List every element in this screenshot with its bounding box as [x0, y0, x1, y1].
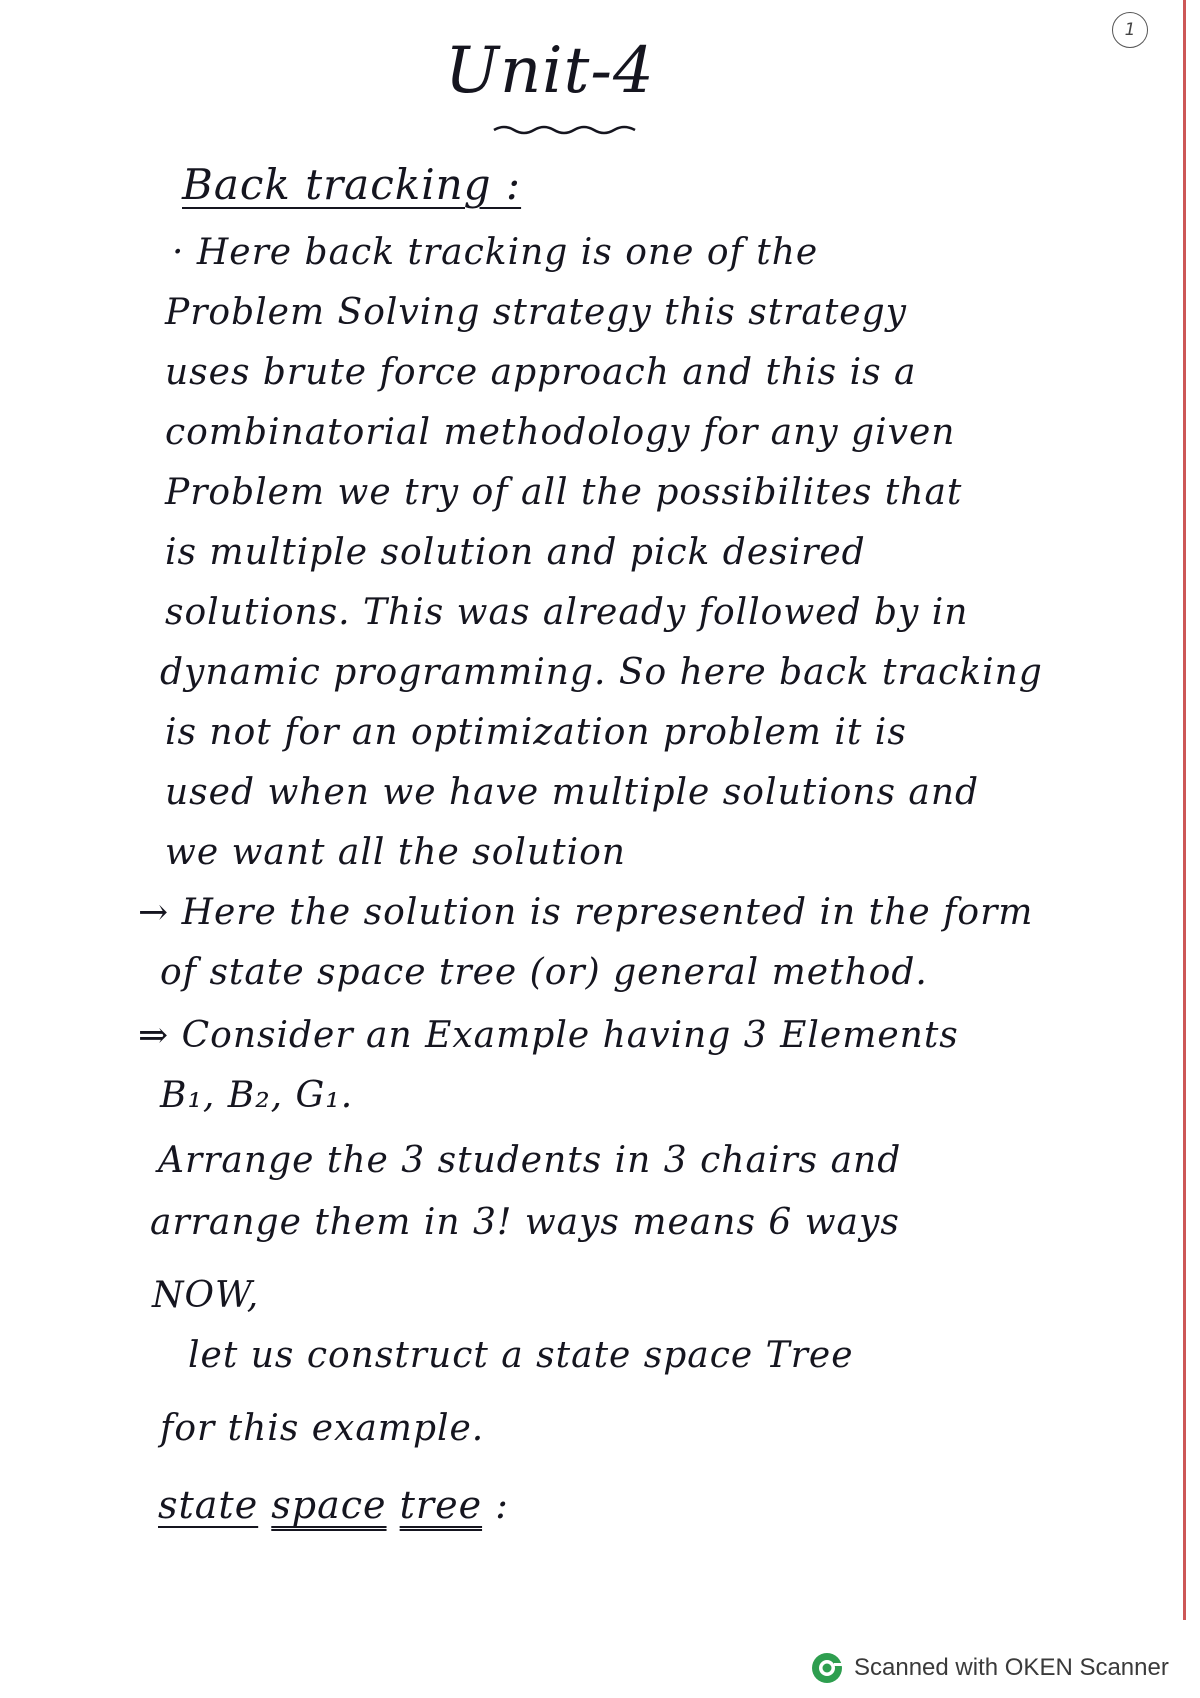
body-line-19: let us construct a state space Tree — [188, 1335, 854, 1376]
body-line-3: uses brute force approach and this is a — [165, 352, 917, 393]
body-line-15: B₁, B₂, G₁. — [160, 1075, 354, 1116]
page-number: 1 — [1112, 12, 1148, 48]
body-line-10: used when we have multiple solutions and — [165, 772, 980, 813]
body-line-7: solutions. This was already followed by in — [165, 592, 969, 633]
body-line-4: combinatorial methodology for any given — [165, 412, 956, 453]
subheading — [158, 1483, 509, 1527]
body-line-13: of state space tree (or) general method. — [160, 952, 928, 993]
body-line-14: ⇒ Consider an Example having 3 Elements — [138, 1015, 959, 1056]
section-heading — [182, 160, 521, 209]
body-line-16: Arrange the 3 students in 3 chairs and — [158, 1140, 902, 1181]
body-line-11: we want all the solution — [165, 832, 626, 873]
subheading-word-1: state — [158, 1483, 259, 1527]
oken-scanner-logo-icon — [810, 1651, 844, 1685]
page-title: Unit-4 — [445, 34, 655, 108]
subheading-word-2: space — [271, 1483, 387, 1527]
scanner-watermark-text: Scanned with OKEN Scanner — [854, 1654, 1169, 1681]
body-line-6: is multiple solution and pick desired — [165, 532, 866, 573]
body-line-8: dynamic programming. So here back tracking — [160, 652, 1043, 693]
scanner-watermark — [810, 1650, 1169, 1686]
body-line-5: Problem we try of all the possibilites that — [165, 472, 963, 513]
body-line-1: · Here back tracking is one of the — [172, 232, 819, 273]
subheading-word-3: tree — [399, 1483, 483, 1527]
margin-rule-line — [1183, 0, 1186, 1620]
body-line-9: is not for an optimization problem it is — [165, 712, 907, 753]
subheading-colon: : — [495, 1483, 509, 1527]
body-line-17: arrange them in 3! ways means 6 ways — [150, 1202, 900, 1243]
body-line-12: → Here the solution is represented in the form — [138, 892, 1034, 933]
body-line-18: NOW, — [152, 1275, 260, 1316]
body-line-20: for this example. — [160, 1408, 485, 1449]
section-heading-text: Back tracking : — [182, 160, 522, 209]
body-line-2: Problem Solving strategy this strategy — [165, 292, 907, 333]
title-wavy-underline — [492, 122, 637, 136]
